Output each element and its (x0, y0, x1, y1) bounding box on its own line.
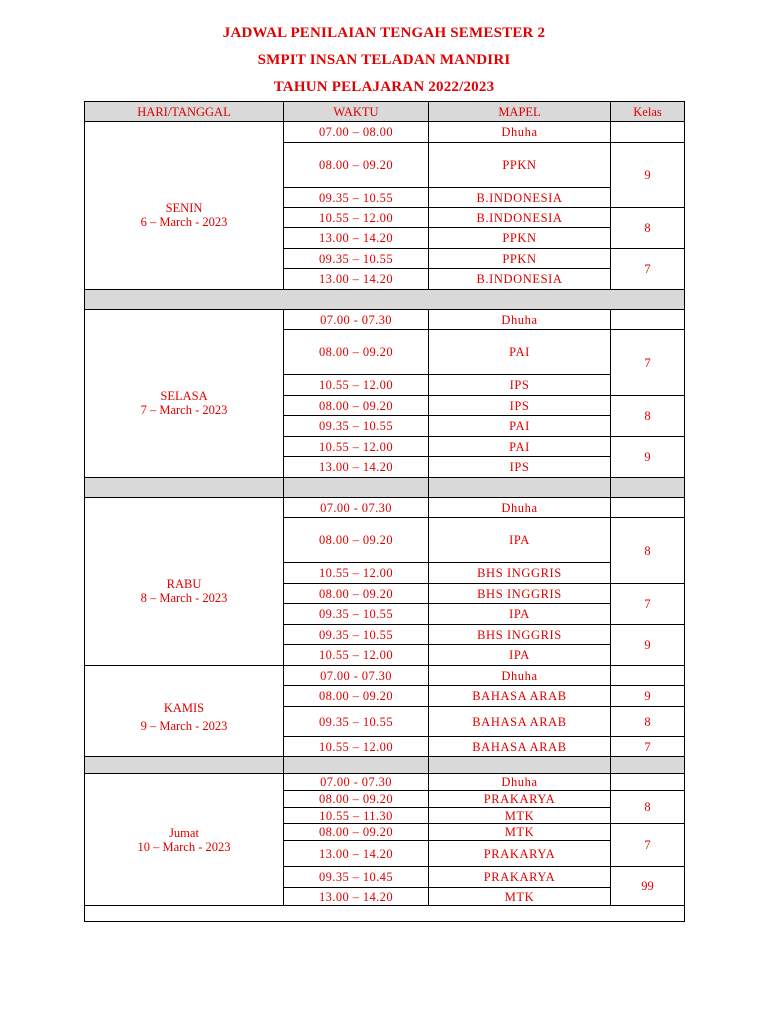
table-row (85, 310, 685, 330)
subject-cell: Dhuha (429, 666, 611, 686)
day-date: 7 – March - 2023 (140, 402, 228, 417)
subject-cell: Dhuha (429, 122, 611, 143)
class-cell: 9 (611, 625, 685, 666)
time-cell: 09.35 – 10.45 (284, 867, 429, 888)
subject-cell: PAI (429, 416, 611, 437)
time-cell: 07.00 - 07.30 (284, 666, 429, 686)
day-name: RABU (166, 576, 202, 591)
class-cell: 9 (611, 143, 685, 208)
table-row (85, 498, 685, 518)
time-cell: 10.55 – 12.00 (284, 563, 429, 584)
time-cell: 07.00 - 07.30 (284, 774, 429, 791)
class-cell-empty (611, 666, 685, 686)
time-cell: 08.00 – 09.20 (284, 143, 429, 188)
day-date: 9 – March - 2023 (140, 719, 228, 733)
subject-cell: MTK (429, 808, 611, 824)
subject-cell: IPS (429, 396, 611, 416)
header-day: HARI/TANGGAL (85, 102, 284, 122)
time-cell: 07.00 - 07.30 (284, 498, 429, 518)
class-cell: 8 (611, 208, 685, 249)
separator-cell (429, 757, 611, 774)
separator-cell (85, 478, 284, 498)
subject-cell: BAHASA ARAB (429, 707, 611, 737)
time-cell: 13.00 – 14.20 (284, 457, 429, 478)
separator-row (85, 478, 685, 498)
class-cell-empty (611, 498, 685, 518)
time-cell: 10.55 – 12.00 (284, 437, 429, 457)
table-row (85, 774, 685, 791)
time-cell: 10.55 – 12.00 (284, 645, 429, 666)
time-cell: 13.00 – 14.20 (284, 228, 429, 249)
subject-cell: IPA (429, 518, 611, 563)
day-cell-rabu (85, 498, 284, 666)
time-cell: 08.00 – 09.20 (284, 396, 429, 416)
class-cell: 7 (611, 249, 685, 290)
time-cell: 07.00 – 08.00 (284, 122, 429, 143)
subject-cell: B.INDONESIA (429, 208, 611, 228)
table-row (85, 666, 685, 686)
day-cell-kamis (85, 666, 284, 757)
schedule-table (84, 101, 685, 922)
time-cell: 09.35 – 10.55 (284, 604, 429, 625)
subject-cell: PRAKARYA (429, 791, 611, 808)
subject-cell: PPKN (429, 228, 611, 249)
time-cell: 08.00 – 09.20 (284, 824, 429, 841)
separator-cell (284, 478, 429, 498)
time-cell: 09.35 – 10.55 (284, 188, 429, 208)
time-cell: 09.35 – 10.55 (284, 625, 429, 645)
time-cell: 10.55 – 12.00 (284, 737, 429, 757)
class-cell: 7 (611, 737, 685, 757)
subject-cell: BAHASA ARAB (429, 737, 611, 757)
subject-cell: PPKN (429, 249, 611, 269)
title-line-1: JADWAL PENILAIAN TENGAH SEMESTER 2 (222, 25, 546, 41)
subject-cell: Dhuha (429, 774, 611, 791)
subject-cell: IPA (429, 645, 611, 666)
subject-cell: PRAKARYA (429, 841, 611, 867)
day-cell-selasa (85, 310, 284, 478)
time-cell: 09.35 – 10.55 (284, 249, 429, 269)
table-header-row (85, 102, 685, 122)
subject-cell: B.INDONESIA (429, 188, 611, 208)
class-cell: 7 (611, 824, 685, 867)
header-class: Kelas (611, 102, 685, 122)
time-cell: 08.00 – 09.20 (284, 330, 429, 375)
day-cell-jumat (85, 774, 284, 906)
day-date: 8 – March - 2023 (140, 590, 228, 605)
time-cell: 10.55 – 12.00 (284, 375, 429, 396)
subject-cell: BHS INGGRIS (429, 563, 611, 584)
day-name: SELASA (160, 388, 208, 403)
class-cell: 7 (611, 584, 685, 625)
table-row (85, 122, 685, 143)
class-cell-empty (611, 774, 685, 791)
subject-cell: BHS INGGRIS (429, 625, 611, 645)
subject-cell: PPKN (429, 143, 611, 188)
title-line-2: SMPIT INSAN TELADAN MANDIRI (257, 52, 511, 68)
time-cell: 13.00 – 14.20 (284, 841, 429, 867)
time-cell: 08.00 – 09.20 (284, 791, 429, 808)
subject-cell: IPS (429, 375, 611, 396)
time-cell: 10.55 – 11.30 (284, 808, 429, 824)
subject-cell: PAI (429, 437, 611, 457)
header-time: WAKTU (284, 102, 429, 122)
time-cell: 09.35 – 10.55 (284, 416, 429, 437)
subject-cell: B.INDONESIA (429, 269, 611, 290)
class-cell: 99 (611, 867, 685, 906)
class-cell: 9 (611, 686, 685, 707)
time-cell: 13.00 – 14.20 (284, 269, 429, 290)
class-cell: 9 (611, 437, 685, 478)
class-cell: 8 (611, 791, 685, 824)
time-cell: 08.00 – 09.20 (284, 518, 429, 563)
day-name: SENIN (165, 200, 203, 215)
subject-cell: MTK (429, 888, 611, 906)
subject-cell: PRAKARYA (429, 867, 611, 888)
separator-cell (85, 757, 284, 774)
time-cell: 08.00 – 09.20 (284, 584, 429, 604)
time-cell: 10.55 – 12.00 (284, 208, 429, 228)
day-cell-senin (85, 122, 284, 290)
subject-cell: IPA (429, 604, 611, 625)
subject-cell: BHS INGGRIS (429, 584, 611, 604)
separator-cell (85, 290, 685, 310)
subject-cell: MTK (429, 824, 611, 841)
class-cell: 7 (611, 330, 685, 396)
separator-cell (429, 478, 611, 498)
subject-cell: Dhuha (429, 498, 611, 518)
class-cell: 8 (611, 707, 685, 737)
separator-row (85, 757, 685, 774)
footer-cell (85, 906, 685, 922)
class-cell-empty (611, 310, 685, 330)
separator-cell (284, 757, 429, 774)
time-cell: 07.00 - 07.30 (284, 310, 429, 330)
time-cell: 13.00 – 14.20 (284, 888, 429, 906)
subject-cell: Dhuha (429, 310, 611, 330)
title-line-3: TAHUN PELAJARAN 2022/2023 (273, 79, 495, 95)
day-date: 10 – March - 2023 (137, 839, 231, 854)
class-cell: 8 (611, 518, 685, 584)
class-cell-empty (611, 122, 685, 143)
footer-row (85, 906, 685, 922)
time-cell: 08.00 – 09.20 (284, 686, 429, 707)
separator-cell (611, 757, 685, 774)
time-cell: 09.35 – 10.55 (284, 707, 429, 737)
subject-cell: PAI (429, 330, 611, 375)
document-header (0, 22, 768, 103)
separator-row (85, 290, 685, 310)
day-date: 6 – March - 2023 (140, 214, 228, 229)
subject-cell: IPS (429, 457, 611, 478)
header-subject: MAPEL (429, 102, 611, 122)
day-name: Jumat (169, 825, 199, 840)
day-name: KAMIS (163, 701, 205, 715)
class-cell: 8 (611, 396, 685, 437)
subject-cell: BAHASA ARAB (429, 686, 611, 707)
separator-cell (611, 478, 685, 498)
